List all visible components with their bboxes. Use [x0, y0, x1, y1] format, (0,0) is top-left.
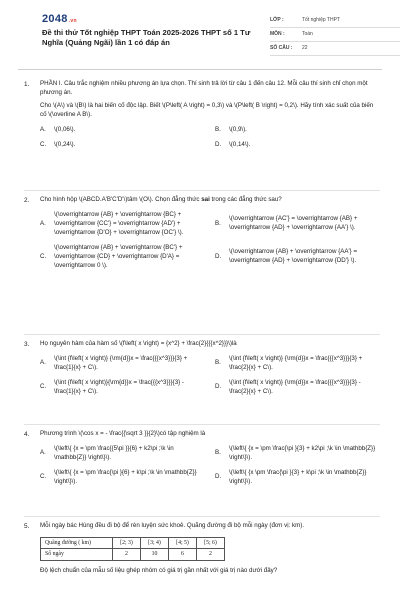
meta-row-count	[270, 42, 400, 56]
question-text: Họ nguyên hàm của hàm số \(f\left( x \right) = {x^2} + \frac{2}{{{x^2}}}\)là	[40, 340, 237, 347]
option-text: \(\left\{ {x = \pm \frac{\pi }{6} + k\pi ;\k \in \mathbb{Z}} \right\}\).	[54, 468, 197, 485]
option-b[interactable]	[215, 355, 380, 373]
question-number: 1.	[24, 81, 30, 88]
question-number: 2.	[24, 197, 30, 204]
question-text-end: trong các đẳng thức sau?	[209, 196, 282, 203]
table-cell: [5; 6)	[197, 537, 225, 548]
meta-row-subject	[270, 28, 400, 42]
table-cell: Số ngày	[41, 549, 113, 560]
option-c[interactable]	[40, 244, 205, 271]
option-d[interactable]	[215, 141, 380, 150]
table-cell: [2; 3)	[113, 537, 141, 548]
question-divider	[24, 424, 380, 425]
option-text: \(\left\{ {x = \pm \frac{\pi }{3} + k2\pi ;\k \in \mathbb{Z}} \right\}\).	[229, 444, 376, 461]
answer-options	[40, 445, 380, 487]
table-cell: Quãng đường ( km)	[41, 537, 113, 548]
question-text: Cho \(A\) và \(B\) là hai biến cố độc lập. Biết \(P\left( A \right) = 0,3\) và \(P\left( B \right) = 0,2\). Hãy tính xác suất của biến cố \(\overline A B\).	[40, 101, 374, 118]
meta-value: Toán	[302, 30, 313, 37]
option-text: \(\int {f\left( x \right)} {\rm{d}}x = \frac{{{x^3}}}{3} + \frac{2}{x} + C\).	[229, 354, 363, 371]
option-letter: D.	[215, 252, 222, 260]
option-b[interactable]	[215, 211, 380, 238]
option-letter: C.	[40, 140, 47, 148]
question-divider	[24, 190, 380, 191]
option-c[interactable]	[40, 469, 205, 487]
table-cell: 10	[141, 549, 169, 560]
meta-row-class	[270, 14, 400, 28]
question-body	[40, 430, 380, 487]
option-letter: C.	[40, 473, 47, 481]
option-letter: B.	[215, 359, 221, 367]
meta-label: MÔN :	[270, 30, 285, 37]
logo-suffix: .vn	[68, 18, 77, 24]
exam-meta-box	[270, 14, 400, 56]
question-text-start: Cho hình hộp \(ABCD.A'B'C'D'\)tâm \(O\). Chọn đẳng thức	[40, 196, 202, 203]
table-cell: 2	[197, 549, 225, 560]
option-letter: B.	[215, 125, 221, 133]
question-body	[40, 522, 380, 576]
option-text: \(0,9\).	[229, 125, 247, 133]
option-text: \(0,14\).	[229, 140, 251, 148]
question-text: Phương trình \(\cos x = - \frac{{\sqrt 3 }}{2}\)có tập nghiệm là	[40, 430, 206, 437]
exam-header	[18, 0, 382, 70]
option-text: \(\int {f\left( x \right)} {\rm{d}}x = \frac{{{x^3}}}{3} + \frac{1}{x} + C\).	[54, 354, 188, 371]
site-logo[interactable]	[42, 12, 77, 28]
question-divider	[24, 516, 380, 517]
question-text: Mỗi ngày bác Hùng đều đi bộ để rèn luyện sức khoẻ. Quãng đường đi bộ mỗi ngày (đơn vị: km).	[40, 522, 305, 529]
option-text: \(\overrightarrow {AB} + \overrightarrow {BC'} + \overrightarrow {CD} + \overrightarrow {D'A} = \overrightarrow 0 \).	[54, 243, 183, 269]
question-3	[24, 340, 380, 397]
frequency-table	[40, 537, 225, 561]
option-b[interactable]	[215, 445, 380, 463]
question-number: 5.	[24, 523, 30, 530]
answer-options	[40, 211, 380, 271]
question-text: Độ lệch chuẩn của mẫu số liệu ghép nhóm có giá trị gần nhất với giá trị nào dưới đây?	[40, 566, 278, 574]
option-a[interactable]	[40, 355, 205, 373]
table-cell: 6	[169, 549, 197, 560]
option-a[interactable]	[40, 126, 205, 135]
answer-options	[40, 355, 380, 397]
question-5	[24, 522, 380, 580]
meta-label: LỚP :	[270, 16, 284, 23]
exam-title: Đề thi thử Tốt nghiệp THPT Toán 2025-2026 THPT số 1 Tư Nghĩa (Quảng Ngãi) lần 1 có đáp án	[42, 28, 251, 48]
option-text: \(\overrightarrow {AB} + \overrightarrow {AA'} = \overrightarrow {AD} + \overrightarrow {DD'} \).	[229, 248, 358, 265]
option-text: \(\overrightarrow {AB} + \overrightarrow {BC} + \overrightarrow {CC'} = \overrightarrow {AD'} + \overrightarrow {D'O} + \overrightarrow {OC'} \).	[54, 210, 184, 236]
option-a[interactable]	[40, 445, 205, 463]
meta-label: SỐ CÂU :	[270, 44, 293, 51]
option-letter: A.	[40, 219, 46, 227]
meta-value: Tốt nghiệp THPT	[302, 16, 340, 23]
question-1	[24, 80, 380, 150]
option-letter: B.	[215, 219, 221, 227]
option-letter: A.	[40, 449, 46, 457]
answer-options	[40, 126, 380, 150]
question-body	[40, 196, 380, 271]
question-text	[40, 196, 380, 205]
option-text: \(\left\{ {x = \pm \frac{{5\pi }}{6} + k2\pi ;\k \in \mathbb{Z}} \right\}\).	[54, 444, 174, 461]
option-text: \(\overrightarrow {AC'} = \overrightarrow {AB} + \overrightarrow {AD} + \overrightarrow {AA'} \).	[229, 215, 358, 232]
question-4	[24, 430, 380, 487]
option-letter: C.	[40, 252, 47, 260]
option-letter: A.	[40, 359, 46, 367]
option-text: \(\left\{ {x \pm \frac{\pi }{3} + k\pi ;\k \in \mathbb{Z}} \right\}\).	[229, 468, 367, 485]
option-b[interactable]	[215, 126, 380, 135]
table-cell: [4; 5)	[169, 537, 197, 548]
option-text: \(0,24\).	[54, 140, 76, 148]
option-letter: C.	[40, 383, 47, 391]
table-cell: [3; 4)	[141, 537, 169, 548]
option-c[interactable]	[40, 141, 205, 150]
option-letter: A.	[40, 125, 46, 133]
table-row	[41, 537, 225, 548]
emphasis-word: sai	[201, 196, 210, 203]
option-d[interactable]	[215, 379, 380, 397]
option-text: \(\int {f\left( x \right)}{\rm{d}}x = \frac{{{x^3}}}{3} - \frac{1}{x} + C\).	[54, 378, 184, 395]
option-letter: D.	[215, 473, 222, 481]
question-2	[24, 196, 380, 271]
option-text: \(0,06\).	[54, 125, 76, 133]
option-letter: D.	[215, 383, 222, 391]
section-instruction: PHẦN I. Câu trắc nghiệm nhiều phương án lựa chọn. Thí sinh trả lời từ câu 1 đến câu 12. Mỗi câu thí sinh chỉ chọn một phương án.	[40, 80, 368, 96]
question-body	[40, 340, 380, 397]
question-number: 3.	[24, 341, 30, 348]
option-d[interactable]	[215, 244, 380, 271]
question-body	[40, 80, 380, 150]
option-a[interactable]	[40, 211, 205, 238]
table-cell: 2	[113, 549, 141, 560]
option-text: \(\int {f\left( x \right)} {\rm{d}}x = \frac{{{x^3}}}{3} - \frac{2}{x} + C\).	[229, 378, 361, 395]
meta-value: 22	[302, 44, 308, 51]
question-divider	[24, 334, 380, 335]
option-letter: D.	[215, 140, 222, 148]
question-number: 4.	[24, 431, 30, 438]
option-d[interactable]	[215, 469, 380, 487]
option-c[interactable]	[40, 379, 205, 397]
option-letter: B.	[215, 449, 221, 457]
logo-main: 2048	[42, 13, 68, 25]
table-row	[41, 549, 225, 560]
